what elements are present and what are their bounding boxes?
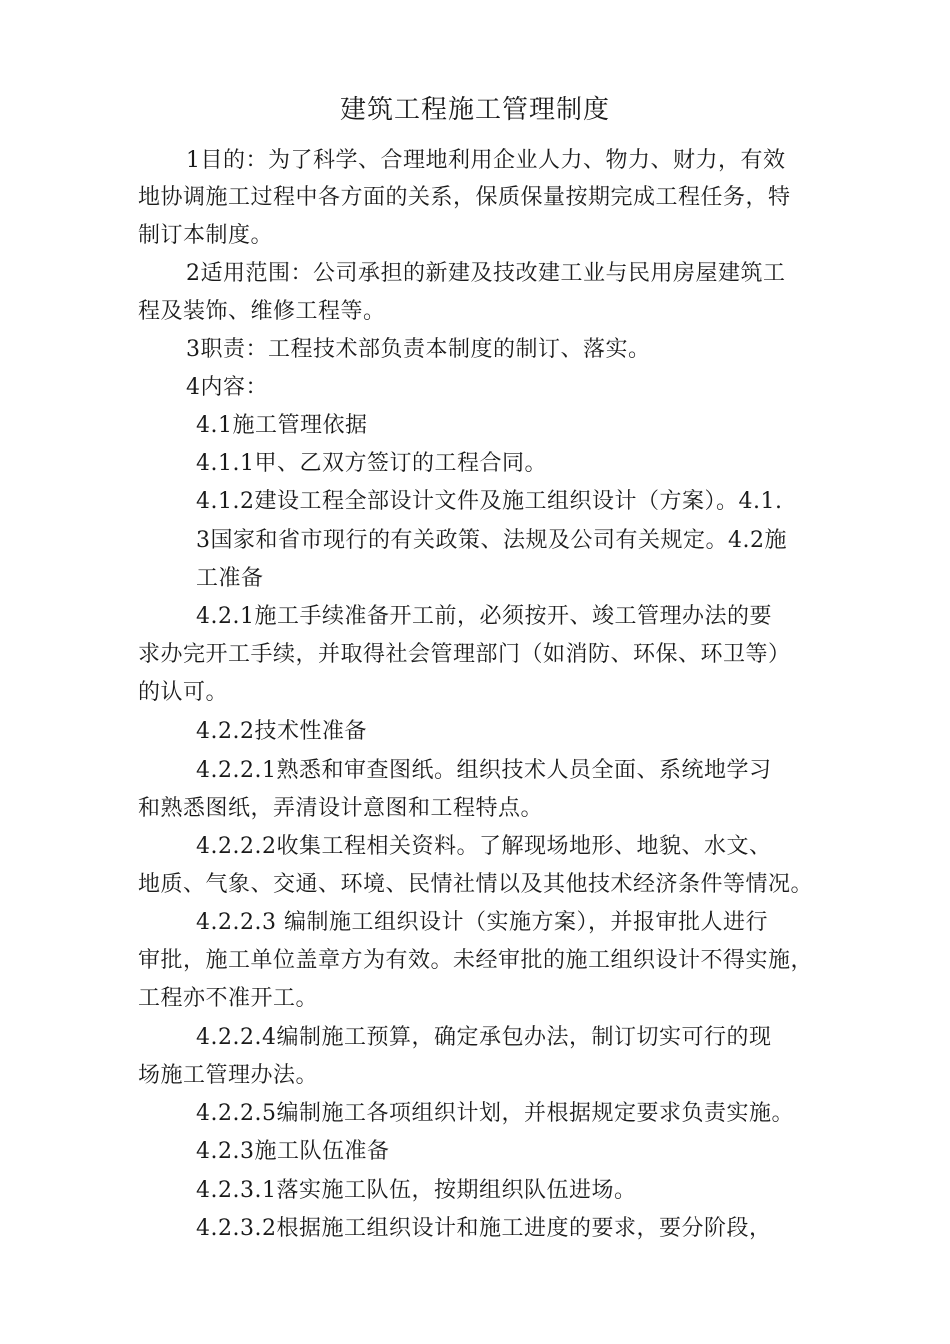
text-line: 4.2.2.1熟悉和审查图纸。组织技术人员全面、系统地学习: [196, 758, 772, 783]
text-line: 4内容：: [186, 375, 268, 400]
text-line: 4.2.3.2根据施工组织设计和施工进度的要求，要分阶段，: [196, 1216, 772, 1241]
text-line: 4.2.2技术性准备: [196, 719, 367, 744]
text-line: 4.2.2.3 编制施工组织设计（实施方案），并报审批人进行: [196, 910, 768, 935]
text-line: 场施工管理办法。: [138, 1063, 319, 1088]
text-line: 4.2.1施工手续准备开工前，必须按开、竣工管理办法的要: [196, 604, 772, 629]
document-title: 建筑工程施工管理制度: [339, 95, 610, 125]
text-line: 4.1.2建设工程全部设计文件及施工组织设计（方案）。4.1.: [196, 489, 783, 514]
text-line: 工准备: [196, 566, 264, 591]
text-line: 3国家和省市现行的有关政策、法规及公司有关规定。4.2施: [196, 528, 787, 553]
text-line: 4.1.1甲、乙双方签订的工程合同。: [196, 451, 547, 476]
text-line: 4.2.2.2收集工程相关资料。了解现场地形、地貌、水文、: [196, 834, 772, 859]
text-line: 的认可。: [138, 680, 229, 705]
text-line: 4.2.2.4编制施工预算，确定承包办法，制订切实可行的现: [196, 1025, 772, 1050]
text-line: 地协调施工过程中各方面的关系，保质保量按期完成工程任务，特: [138, 185, 791, 210]
text-line: 4.1施工管理依据: [196, 413, 368, 438]
text-line: 地质、气象、交通、环境、民情社情以及其他技术经济条件等情况。: [138, 872, 814, 897]
text-line: 制订本制度。: [138, 223, 274, 248]
text-line: 审批，施工单位盖章方为有效。未经审批的施工组织设计不得实施，: [138, 948, 814, 973]
text-line: 求办完开工手续，并取得社会管理部门（如消防、环保、环卫等）: [138, 642, 791, 667]
text-line: 和熟悉图纸，弄清设计意图和工程特点。: [138, 796, 544, 821]
text-line: 3职责：工程技术部负责本制度的制订、落实。: [186, 337, 651, 362]
text-line: 4.2.3施工队伍准备: [196, 1139, 390, 1164]
text-line: 1目的：为了科学、合理地利用企业人力、物力、财力，有效: [186, 148, 786, 173]
text-line: 4.2.3.1落实施工队伍，按期组织队伍进场。: [196, 1178, 637, 1203]
text-line: 程及装饰、维修工程等。: [138, 299, 386, 324]
text-line: 2适用范围：公司承担的新建及技改建工业与民用房屋建筑工: [186, 261, 786, 286]
text-line: 4.2.2.5编制施工各项组织计划，并根据规定要求负责实施。: [196, 1101, 794, 1126]
text-line: 工程亦不准开工。: [138, 986, 319, 1011]
